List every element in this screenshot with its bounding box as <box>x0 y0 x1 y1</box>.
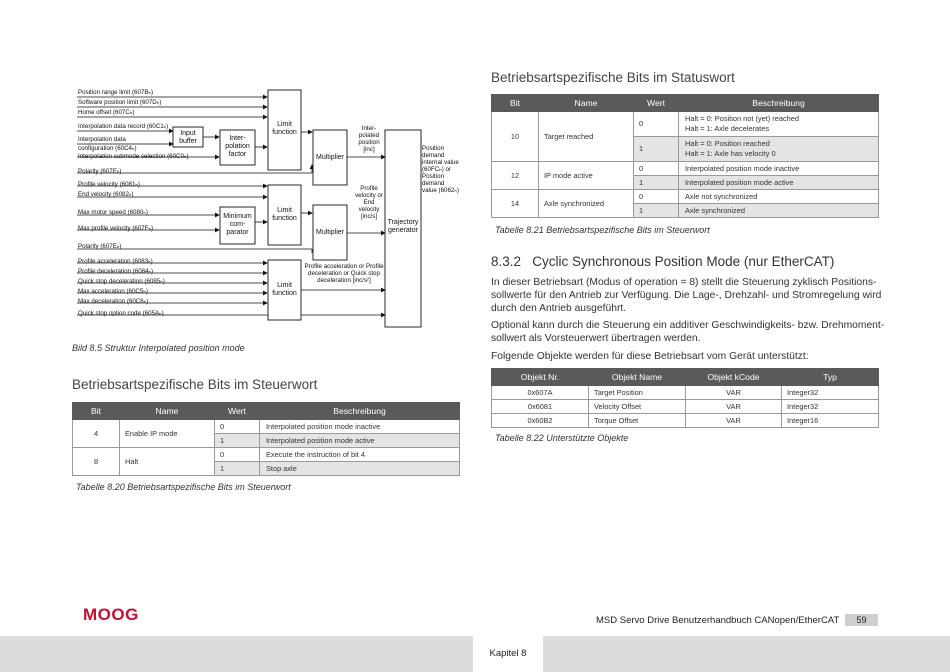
signal-label: Max deceleration (60C6ₕ) <box>78 298 149 305</box>
signal-label: Polarity (607Eₕ) <box>78 168 122 175</box>
paragraph-3 <box>491 350 809 363</box>
desc-line: Halt = 0: Position not (yet) reached <box>685 114 799 123</box>
cell-objekt-name: Velocity Offset <box>589 400 686 414</box>
block-label-minimum-comparator: Minimum com-parator <box>223 213 252 236</box>
header-typ: Typ <box>782 369 879 386</box>
cell-wert: 1 <box>215 434 260 448</box>
header-objekt-name: Objekt Name <box>589 369 686 386</box>
block-label-trajectory-generator: Trajectory generator <box>387 219 419 234</box>
moog-logo: MOOG <box>83 605 139 624</box>
label-profile-velocity: Profile velocity or End velocity [inc/s] <box>355 185 383 220</box>
desc-line: Halt = 1: Axle has velocity 0 <box>685 149 776 158</box>
cell-objekt-nr: 0x60B2 <box>492 414 589 428</box>
cell-objekt-kcode: VAR <box>686 386 782 400</box>
manual-title: MSD Servo Drive Benutzerhandbuch CANopen/EtherCAT <box>596 615 840 626</box>
chapter-tab[interactable]: Kapitel 8 <box>473 636 543 672</box>
cell-desc: Axle synchronized <box>679 204 879 218</box>
table-row <box>492 162 879 176</box>
statuswort-caption: Tabelle 8.21 Betriebsartspezifische Bits im Steuerwort <box>495 225 710 235</box>
cell-desc: Stop axle <box>260 462 460 476</box>
header-name: Name <box>120 403 215 420</box>
cell-bit: 14 <box>492 190 539 218</box>
cell-wert: 1 <box>634 204 679 218</box>
header-bit: Bit <box>73 403 120 420</box>
signal-label: Profile acceleration (6083ₕ) <box>78 258 153 265</box>
header-beschreibung: Beschreibung <box>679 95 879 112</box>
header-objekt-nr: Objekt Nr. <box>492 369 589 386</box>
signal-label: Max acceleration (60C5ₕ) <box>78 288 148 295</box>
cell-bit: 8 <box>73 448 120 476</box>
cell-wert: 0 <box>634 162 679 176</box>
cell-objekt-name: Target Position <box>589 386 686 400</box>
cell-name: Target reached <box>539 112 634 162</box>
cell-wert: 0 <box>634 112 679 137</box>
header-wert: Wert <box>634 95 679 112</box>
header-wert: Wert <box>215 403 260 420</box>
cell-wert: 0 <box>215 448 260 462</box>
figure-caption: Bild 8.5 Struktur Interpolated position mode <box>72 343 245 353</box>
header-beschreibung: Beschreibung <box>260 403 460 420</box>
cell-objekt-nr: 0x6081 <box>492 400 589 414</box>
subsection-title: Cyclic Synchronous Position Mode (nur EtherCAT) <box>532 254 835 269</box>
text-line: durch den Antrieb ausgeführt. <box>491 303 627 314</box>
header-bit: Bit <box>492 95 539 112</box>
cell-objekt-nr: 0x607A <box>492 386 589 400</box>
text-line: Optional kann durch die Steuerung ein additiver Geschwindigkeits- bzw. Drehmoment- <box>491 320 885 331</box>
signal-label: Interpolation data record (60C1ₕ) <box>78 123 169 130</box>
steuerwort-caption: Tabelle 8.20 Betriebsartspezifische Bits im Steuerwort <box>76 482 291 492</box>
cell-objekt-kcode: VAR <box>686 414 782 428</box>
block-label-limit-3: Limit function <box>272 282 297 297</box>
objekte-caption: Tabelle 8.22 Unterstützte Objekte <box>495 433 629 443</box>
signal-label: Position range limit (607Bₕ) <box>78 89 154 96</box>
block-label-interpolation-factor: Inter-polation factor <box>225 135 250 158</box>
cell-name: Halt <box>120 448 215 476</box>
signal-label: End velocity (6082ₕ) <box>78 191 134 198</box>
signal-label: Quick stop deceleration (6085ₕ) <box>78 278 165 285</box>
label-position-demand-output: Position demand internal value (60FCₕ) or Position demand value (6062ₕ) <box>422 145 459 194</box>
block-label-multiplier-1: Multiplier <box>315 154 344 161</box>
table-row <box>492 112 879 137</box>
header-name: Name <box>539 95 634 112</box>
cell-desc <box>679 137 879 162</box>
table-row <box>73 448 460 462</box>
signal-label: Max profile velocity (607Fₕ) <box>78 225 154 232</box>
block-label-input-buffer: Input buffer <box>179 130 197 145</box>
block-label-multiplier-2: Multiplier <box>315 229 344 236</box>
cell-desc: Interpolated position mode active <box>260 434 460 448</box>
label-profile-acceleration: Profile acceleration or Profile deceleration or Quick stop deceleration [inc/s²] <box>304 263 384 284</box>
paragraph-2 <box>491 319 884 345</box>
cell-name: Enable IP mode <box>120 420 215 448</box>
signal-label: Polarity (607Eₕ) <box>78 243 122 250</box>
cell-desc: Execute the instruction of bit 4 <box>260 448 460 462</box>
table-row <box>492 190 879 204</box>
signal-label: Home offset (607Cₕ) <box>78 109 135 116</box>
block-diagram <box>72 85 472 330</box>
signal-label: configuration (60C4ₕ) <box>78 145 137 152</box>
header-objekt-kcode: Objekt kCode <box>686 369 782 386</box>
cell-bit: 10 <box>492 112 539 162</box>
steuerwort-title: Betriebsartspezifische Bits im Steuerwort <box>72 377 318 392</box>
table-row <box>73 420 460 434</box>
cell-name: Axle synchronized <box>539 190 634 218</box>
cell-bit: 12 <box>492 162 539 190</box>
signal-label: Software position limit (607Dₕ) <box>78 99 162 106</box>
cell-objekt-kcode: VAR <box>686 400 782 414</box>
label-interpolated-position: Inter-polated position [inc] <box>358 125 380 153</box>
cell-wert: 1 <box>634 176 679 190</box>
steuerwort-table <box>72 402 460 476</box>
cell-desc: Interpolated position mode inactive <box>679 162 879 176</box>
table-header-row <box>492 95 879 112</box>
cell-typ: Integer32 <box>782 386 879 400</box>
cell-wert: 1 <box>634 137 679 162</box>
table-header-row <box>73 403 460 420</box>
statuswort-title: Betriebsartspezifische Bits im Statuswort <box>491 70 735 85</box>
desc-line: Halt = 1: Axle decelerates <box>685 124 770 133</box>
signal-label: Interpolation data <box>78 136 126 143</box>
paragraph-1 <box>491 276 881 315</box>
text-line: In dieser Betriebsart (Modus of operation = 8) stellt die Steuerung zyklisch Positions- <box>491 277 877 288</box>
cell-name: IP mode active <box>539 162 634 190</box>
cell-wert: 1 <box>215 462 260 476</box>
cell-objekt-name: Torque Offset <box>589 414 686 428</box>
desc-line: Halt = 0: Position reached <box>685 139 770 148</box>
text-line: sollwerte für den Antrieb zur Verfügung. Die Lage-, Drehzahl- und Stromregelung wird <box>491 290 882 301</box>
text-line: Folgende Objekte werden für diese Betriebsart vom Gerät unterstützt: <box>491 351 809 362</box>
cell-wert: 0 <box>634 190 679 204</box>
signal-label: Interpolation submode selection (60C0ₕ) <box>78 153 189 160</box>
text-line: sollwert als Vorsteuerwert übertragen werden. <box>491 333 701 344</box>
cell-desc <box>679 112 879 137</box>
page-number: 59 <box>845 614 878 626</box>
cell-typ: Integer16 <box>782 414 879 428</box>
table-row <box>492 414 879 428</box>
table-row <box>492 386 879 400</box>
cell-desc: Interpolated position mode active <box>679 176 879 190</box>
table-header-row <box>492 369 879 386</box>
table-row <box>492 400 879 414</box>
signal-label: Quick stop option code (605Aₕ) <box>78 310 164 317</box>
cell-desc: Axle not synchronized <box>679 190 879 204</box>
statuswort-table <box>491 94 879 218</box>
signal-label: Profile deceleration (6084ₕ) <box>78 268 154 275</box>
block-label-limit-2: Limit function <box>272 207 297 222</box>
subsection-number: 8.3.2 <box>491 254 522 269</box>
block-label-limit-1: Limit function <box>272 121 297 136</box>
objekte-table <box>491 368 879 428</box>
signal-label: Max motor speed (6080ₕ) <box>78 209 148 216</box>
subsection-heading <box>491 254 834 269</box>
cell-typ: Integer32 <box>782 400 879 414</box>
cell-wert: 0 <box>215 420 260 434</box>
cell-desc: Interpolated position mode inactive <box>260 420 460 434</box>
signal-label: Profile velocity (6081ₕ) <box>78 181 140 188</box>
cell-bit: 4 <box>73 420 120 448</box>
